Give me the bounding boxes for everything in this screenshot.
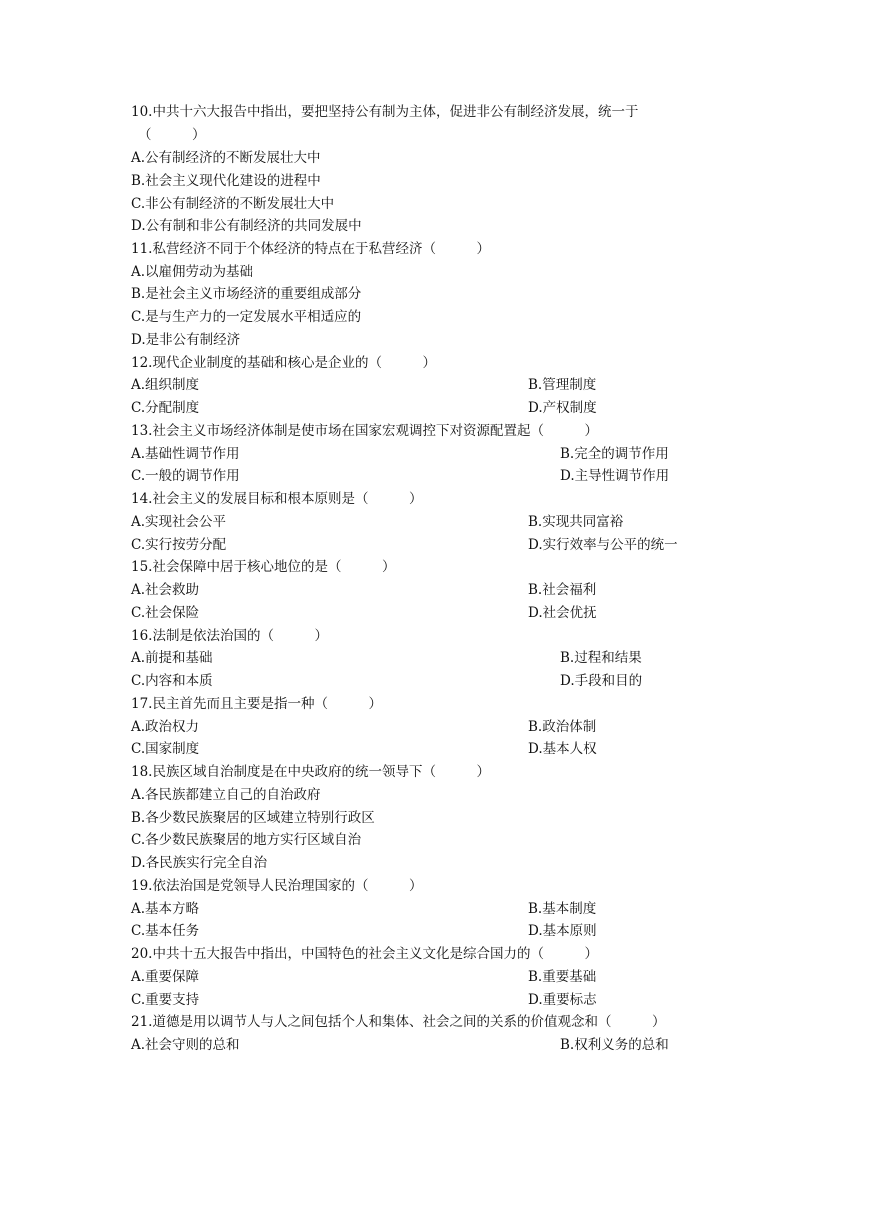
option: C.基本任务: [131, 923, 200, 939]
option: B.完全的调节作用: [560, 446, 669, 462]
option: B.社会主义现代化建设的进程中: [131, 173, 321, 189]
option: D.基本原则: [528, 923, 597, 939]
option: A.前提和基础: [131, 650, 213, 666]
question-stem: 17.民主首先而且主要是指一种（ ）: [131, 696, 382, 712]
option: B.权利义务的总和: [560, 1037, 669, 1053]
question-stem: 15.社会保障中居于核心地位的是（ ）: [131, 559, 396, 575]
option: B.重要基础: [528, 969, 597, 985]
option: A.基本方略: [131, 901, 200, 917]
option: A.组织制度: [131, 377, 200, 393]
answer-blank: （ ）: [138, 127, 206, 143]
option: D.各民族实行完全自治: [131, 855, 268, 871]
option: A.政治权力: [131, 719, 200, 735]
option: B.管理制度: [528, 377, 597, 393]
option: C.内容和本质: [131, 673, 213, 689]
option: D.主导性调节作用: [560, 468, 670, 484]
option: C.社会保险: [131, 605, 200, 621]
question-stem: 12.现代企业制度的基础和核心是企业的（ ）: [131, 355, 436, 371]
question-stem: 16.法制是依法治国的（ ）: [131, 628, 328, 644]
option: A.实现社会公平: [131, 514, 227, 530]
option: C.分配制度: [131, 400, 200, 416]
option: B.社会福利: [528, 582, 597, 598]
option: A.各民族都建立自己的自治政府: [131, 787, 321, 803]
option: A.以雇佣劳动为基础: [131, 264, 254, 280]
option: B.过程和结果: [560, 650, 642, 666]
option: D.是非公有制经济: [131, 332, 241, 348]
option: D.重要标志: [528, 992, 597, 1008]
question-stem: 21.道德是用以调节人与人之间包括个人和集体、社会之间的关系的价值观念和（ ）: [131, 1014, 666, 1030]
option: C.实行按劳分配: [131, 537, 227, 553]
option: C.国家制度: [131, 741, 200, 757]
option: B.各少数民族聚居的区域建立特别行政区: [131, 810, 375, 826]
option: C.一般的调节作用: [131, 468, 240, 484]
option: C.非公有制经济的不断发展壮大中: [131, 196, 335, 212]
option: D.公有制和非公有制经济的共同发展中: [131, 218, 362, 234]
option: A.公有制经济的不断发展壮大中: [131, 150, 321, 166]
option: D.基本人权: [528, 741, 597, 757]
option: B.基本制度: [528, 901, 597, 917]
option: D.社会优抚: [528, 605, 597, 621]
option: C.是与生产力的一定发展水平相适应的: [131, 309, 362, 325]
option: C.各少数民族聚居的地方实行区域自治: [131, 832, 362, 848]
question-stem: 10.中共十六大报告中指出，要把坚持公有制为主体，促进非公有制经济发展，统一于: [131, 104, 639, 120]
option: A.重要保障: [131, 969, 200, 985]
option: B.政治体制: [528, 719, 597, 735]
option: D.实行效率与公平的统一: [528, 537, 678, 553]
option: A.社会救助: [131, 582, 200, 598]
option: D.手段和目的: [560, 673, 643, 689]
question-stem: 11.私营经济不同于个体经济的特点在于私营经济（ ）: [131, 241, 490, 257]
question-stem: 14.社会主义的发展目标和根本原则是（ ）: [131, 491, 423, 507]
question-stem: 18.民族区域自治制度是在中央政府的统一领导下（ ）: [131, 764, 490, 780]
option: B.实现共同富裕: [528, 514, 624, 530]
option: C.重要支持: [131, 992, 200, 1008]
question-stem: 13.社会主义市场经济体制是使市场在国家宏观调控下对资源配置起（ ）: [131, 423, 598, 439]
option: D.产权制度: [528, 400, 597, 416]
option: B.是社会主义市场经济的重要组成部分: [131, 286, 362, 302]
option: A.基础性调节作用: [131, 446, 240, 462]
question-stem: 20.中共十五大报告中指出，中国特色的社会主义文化是综合国力的（ ）: [131, 946, 598, 962]
option: A.社会守则的总和: [131, 1037, 240, 1053]
question-stem: 19.依法治国是党领导人民治理国家的（ ）: [131, 878, 423, 894]
